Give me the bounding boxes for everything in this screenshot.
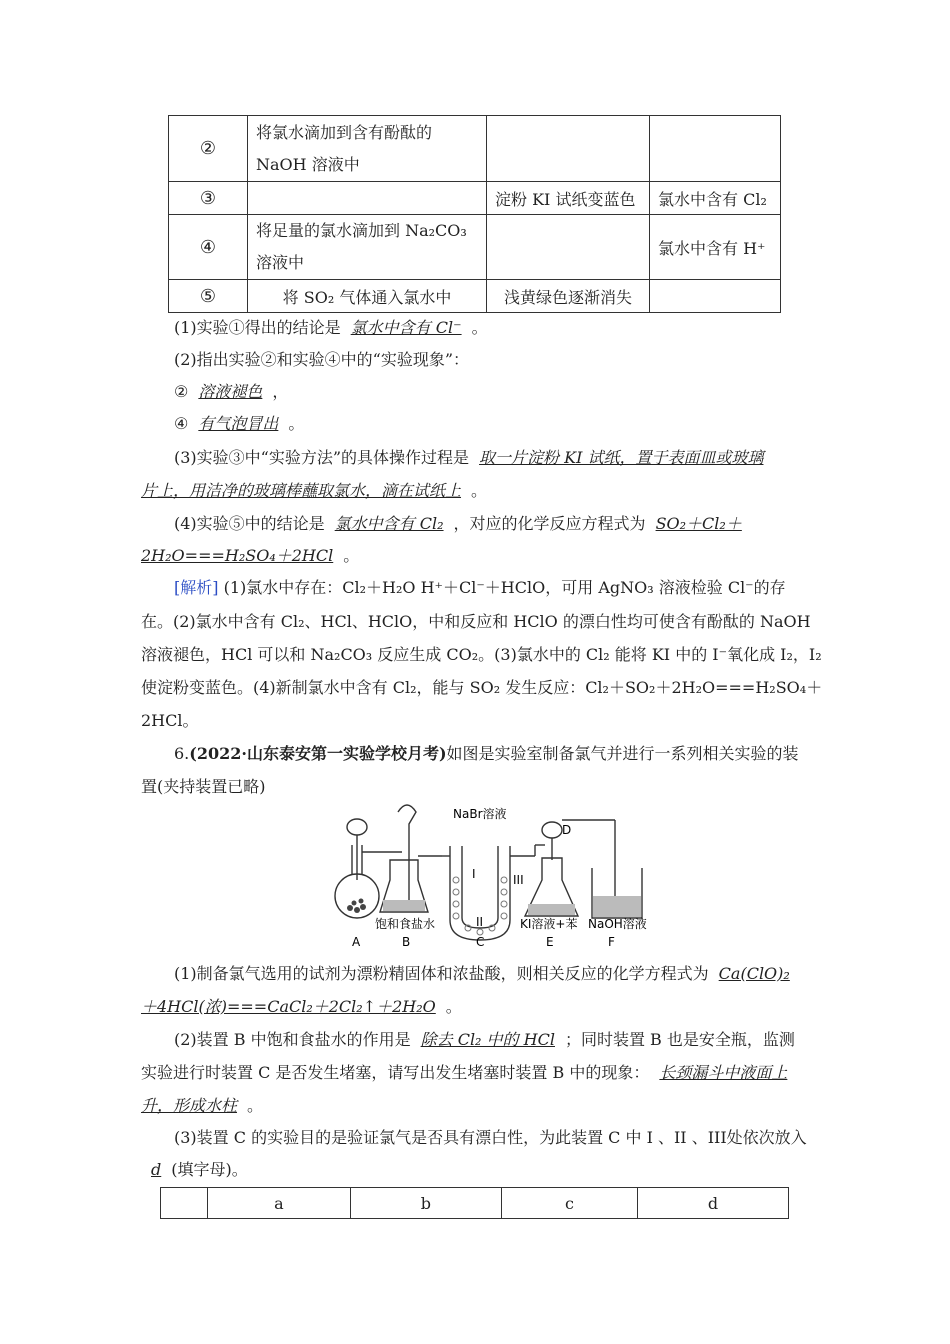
sub-question-1: (1)制备氯气选用的试剂为漂粉精固体和浓盐酸，则相关反应的化学方程式为 Ca(ClO)₂ xyxy=(174,964,790,983)
method-cell: 将氯水滴加到含有酚酞的NaOH 溶液中 xyxy=(248,116,487,182)
method-cell xyxy=(248,182,487,215)
label-b-sub: 饱和食盐水 xyxy=(375,917,436,931)
conclusion-cell xyxy=(650,116,781,182)
header-cell xyxy=(161,1188,208,1219)
answer-2-carbonate: ④ 有气泡冒出 。 xyxy=(174,414,305,433)
analysis-line-2: 在。(2)氯水中含有 Cl₂、HCl、HClO，中和反应和 HClO 的漂白性均可使含有酚酞的 NaOH xyxy=(141,612,811,631)
question-6: 6.(2022·山东泰安第一实验学校月考)如图是实验室制备氯气并进行一系列相关实验的装 xyxy=(174,744,799,763)
method-cell: 将足量的氯水滴加到 Na₂CO₃ 溶液中 xyxy=(248,215,487,280)
question-1: (1)实验①得出的结论是 氯水中含有 Cl⁻ 。 xyxy=(174,318,488,337)
answer-2-phenol: ② 溶液褪色 ， xyxy=(174,382,289,401)
label-nabr: NaBr溶液 xyxy=(453,807,507,821)
question-3-cont: 片上，用洁净的玻璃棒蘸取氯水，滴在试纸上 。 xyxy=(141,481,488,500)
experiment-table xyxy=(168,115,781,313)
question-4: (4)实验⑤中的结论是 氯水中含有 Cl₂ ，对应的化学反应方程式为 SO₂＋Cl₂＋ xyxy=(174,514,742,533)
apparatus-figure xyxy=(330,800,660,955)
conclusion-cell xyxy=(650,280,781,313)
sub-question-3: (3)装置 C 的实验目的是验证氯气是否具有漂白性，为此装置 C 中 I 、II 、III处依次放入 xyxy=(174,1128,807,1147)
label-b: B xyxy=(402,935,411,949)
question-3: (3)实验③中“实验方法”的具体操作过程是 取一片淀粉 KI 试纸，置于表面皿或玻璃 xyxy=(174,448,764,467)
sub-question-2: (2)装置 B 中饱和食盐水的作用是 除去 Cl₂ 中的 HCl ；同时装置 B 也是安全瓶，监测 xyxy=(174,1030,795,1049)
analysis-line-3: 溶液褪色，HCl 可以和 Na₂CO₃ 反应生成 CO₂。(3)氯水中的 Cl₂ 能将 KI 中的 I⁻氧化成 I₂，I₂ xyxy=(141,645,822,664)
funnel-d xyxy=(542,822,562,838)
question-2: (2)指出实验②和实验④中的“实验现象”： xyxy=(174,350,470,369)
label-f: F xyxy=(608,935,615,949)
header-cell-c: c xyxy=(501,1188,637,1219)
header-cell-d: d xyxy=(638,1188,789,1219)
question-4-cont: 2H₂O===H₂SO₄＋2HCl 。 xyxy=(141,546,360,565)
method-cell: 将 SO₂ 气体通入氯水中 xyxy=(248,280,487,313)
answer-1: 氯水中含有 Cl⁻ xyxy=(350,318,462,337)
phenomenon-cell: 淀粉 KI 试纸变蓝色 xyxy=(487,182,650,215)
analysis-line-4: 使淀粉变蓝色。(4)新制氯水中含有 Cl₂，能与 SO₂ 发生反应：Cl₂＋SO₂＋2H₂O===H₂SO₄＋ xyxy=(141,678,823,697)
sub-question-1-cont: ＋4HCl(浓)===CaCl₂＋2Cl₂↑＋2H₂O 。 xyxy=(141,997,462,1016)
phenomenon-cell xyxy=(487,215,650,280)
phenomenon-cell: 浅黄绿色逐渐消失 xyxy=(487,280,650,313)
label-e-sub: KI溶液+苯 xyxy=(520,917,578,931)
analysis-tag: [解析] xyxy=(174,578,219,597)
options-table xyxy=(160,1187,789,1219)
sub-question-3-cont: d (填字母)。 xyxy=(151,1160,248,1179)
analysis-line-5: 2HCl。 xyxy=(141,711,199,730)
label-e: E xyxy=(546,935,554,949)
funnel-a xyxy=(347,819,367,835)
row-number: ⑤ xyxy=(169,280,248,313)
row-number: ③ xyxy=(169,182,248,215)
label-d: D xyxy=(562,823,572,837)
header-cell-a: a xyxy=(208,1188,351,1219)
label-a: A xyxy=(352,935,361,949)
analysis-line-1: [解析] (1)氯水中存在：Cl₂＋H₂O H⁺＋Cl⁻＋HClO，可用 AgNO₃ 溶液检验 Cl⁻的存 xyxy=(174,578,786,597)
row-number: ② xyxy=(169,116,248,182)
question-6-cont: 置(夹持装置已略) xyxy=(141,777,266,796)
label-i: I xyxy=(472,867,476,881)
sub-question-2-line-2: 实验进行时装置 C 是否发生堵塞，请写出发生堵塞时装置 B 中的现象： 长颈漏斗中液面上 xyxy=(141,1063,788,1082)
label-f-sub: NaOH溶液 xyxy=(588,917,647,931)
conclusion-cell: 氯水中含有 H⁺ xyxy=(650,215,781,280)
row-number: ④ xyxy=(169,215,248,280)
sub-question-2-line-3: 升，形成水柱 。 xyxy=(141,1096,264,1115)
label-c: C xyxy=(476,935,485,949)
conclusion-cell: 氯水中含有 Cl₂ xyxy=(650,182,781,215)
label-ii: II xyxy=(476,915,484,929)
label-iii: III xyxy=(513,873,524,887)
phenomenon-cell xyxy=(487,116,650,182)
header-cell-b: b xyxy=(350,1188,501,1219)
